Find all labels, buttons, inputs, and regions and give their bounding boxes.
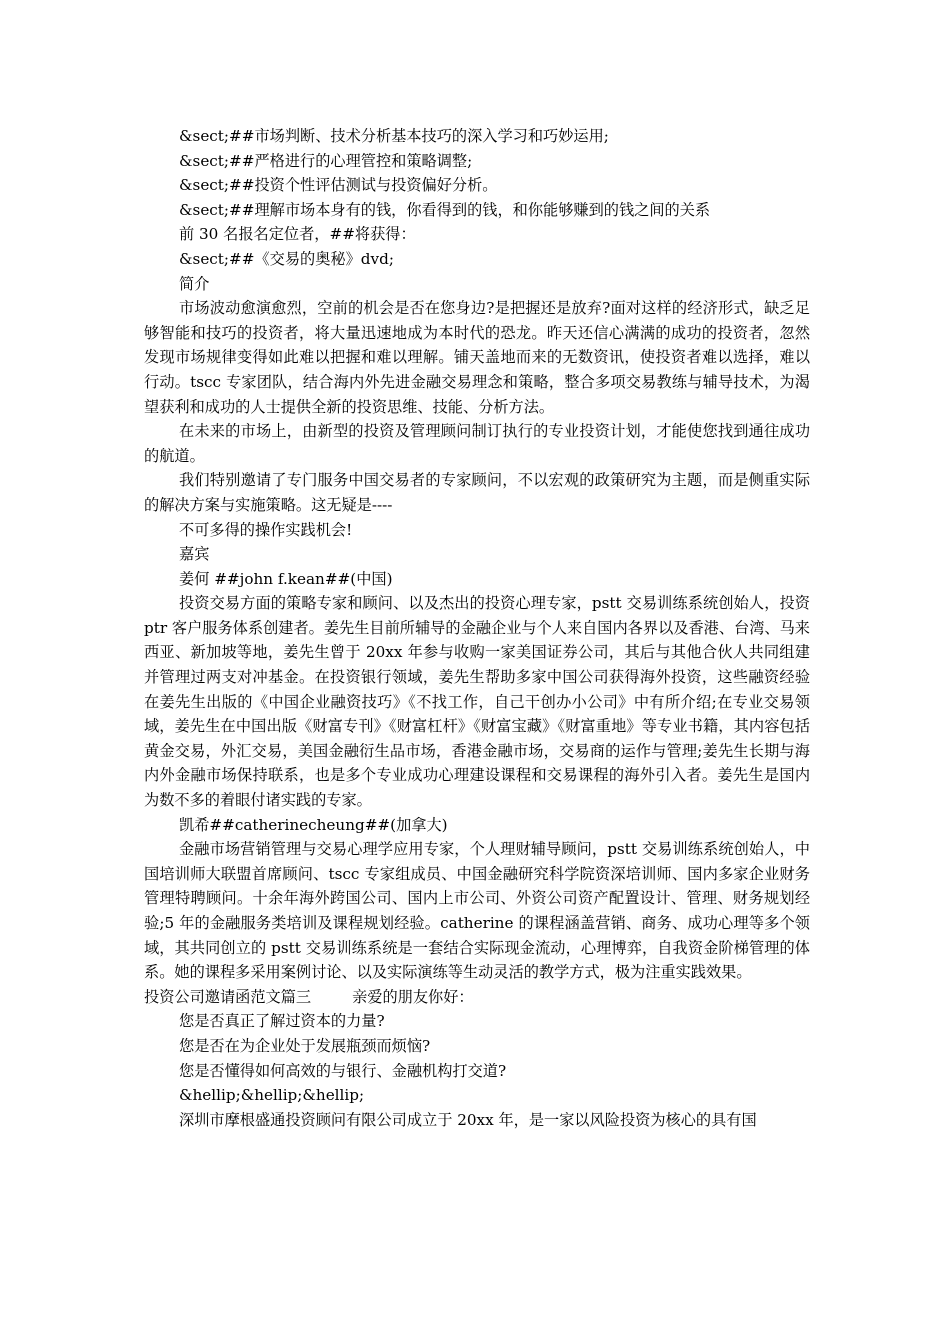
- question-line: 您是否在为企业处于发展瓶颈而烦恼?: [179, 1036, 431, 1055]
- text-line: &sect;##市场判断、技术分析基本技巧的深入学习和巧妙运用;: [179, 127, 609, 145]
- text-line: 不可多得的操作实践机会!: [179, 520, 353, 539]
- text-line: &sect;##严格进行的心理管控和策略调整;: [179, 151, 473, 170]
- text-line: &sect;##《交易的奥秘》dvd;: [179, 249, 394, 268]
- ellipsis-line: &hellip;&hellip;&hellip;: [179, 1086, 365, 1105]
- section-title-line: [144, 985, 810, 1010]
- text-line: &sect;##投资个性评估测试与投资偏好分析。: [179, 176, 498, 195]
- document-page: [144, 124, 810, 1132]
- paragraph-market: 市场波动愈演愈烈，空前的机会是否在您身边?是把握还是放弃?面对这样的经济形式，缺乏足够智能和技巧的投资者，将大量迅速地成为本时代的恐龙。昨天还信心满满的成功的投资者，忽然发现市场规律变得如此难以把握和难以理解。铺天盖地而来的无数资讯，使投资者难以选择，难以行动。tscc 专家团队，结合海内外先进金融交易理念和策略，整合多项交易教练与辅导技术，为渴望获利和成功的人士提供全新的投资思维、技能、分析方法。: [144, 299, 810, 416]
- section-title: 投资公司邀请函范文篇三: [144, 987, 312, 1006]
- paragraph-future: 在未来的市场上，由新型的投资及管理顾问制订执行的专业投资计划，才能使您找到通往成功的航道。: [144, 422, 810, 465]
- section-heading-guests: 嘉宾: [179, 545, 210, 564]
- greeting: 亲爱的朋友你好：: [352, 987, 474, 1006]
- section-heading-intro: 简介: [179, 274, 210, 293]
- guest-bio: 金融市场营销管理与交易心理学应用专家，个人理财辅导顾问，pstt 交易训练系统创始人，中国培训师大联盟首席顾问、tscc 专家组成员、中国金融研究科学院资深培训师、国内多家企业财务管理特聘顾问。十余年海外跨国公司、国内上市公司、外资公司资产配置设计、管理、财务规划经验;5 年的金融服务类培训及课程规划经验。catherine 的课程涵盖营销、商务、成功心理等多个领域，其共同创立的 pstt 交易训练系统是一套结合实际现金流动，心理博弈，自我资金阶梯管理的体系。她的课程多采用案例讨论、以及实际演练等生动灵活的教学方式，极为注重实践效果。: [144, 840, 810, 982]
- paragraph-company: 深圳市摩根盛通投资顾问有限公司成立于 20xx 年，是一家以风险投资为核心的具有国: [179, 1110, 757, 1129]
- guest-name: 凯希##catherinecheung##(加拿大): [179, 815, 448, 834]
- text-line: &sect;##理解市场本身有的钱，你看得到的钱，和你能够赚到的钱之间的关系: [179, 200, 711, 219]
- question-line: 您是否懂得如何高效的与银行、金融机构打交道?: [179, 1061, 507, 1080]
- guest-name: 姜何 ##john f.kean##(中国): [179, 569, 393, 588]
- text-line: 前 30 名报名定位者，##将获得：: [179, 225, 416, 244]
- guest-bio: 投资交易方面的策略专家和顾问、以及杰出的投资心理专家，pstt 交易训练系统创始人，投资 ptr 客户服务体系创建者。姜先生目前所辅导的金融企业与个人来自国内各界以及香港、台湾、马来西亚、新加坡等地，姜先生曾于 20xx 年参与收购一家美国证券公司，其后与其他合伙人共同组建并管理过两支对冲基金。在投资银行领域，姜先生帮助多家中国公司获得海外投资，这些融资经验在姜先生出版的《中国企业融资技巧》《不找工作，自己干创办小公司》中有所介绍;在专业交易领域，姜先生在中国出版《财富专刊》《财富杠杆》《财富宝藏》《财富重地》等专业书籍，其内容包括黄金交易，外汇交易，美国金融衍生品市场，香港金融市场，交易商的运作与管理;姜先生长期与海内外金融市场保持联系，也是多个专业成功心理建设课程和交易课程的海外引入者。姜先生是国内为数不多的着眼付诸实践的专家。: [144, 594, 810, 810]
- paragraph-invite: 我们特别邀请了专门服务中国交易者的专家顾问，不以宏观的政策研究为主题，而是侧重实际的解决方案与实施策略。这无疑是----: [144, 471, 810, 514]
- question-line: 您是否真正了解过资本的力量?: [179, 1012, 385, 1031]
